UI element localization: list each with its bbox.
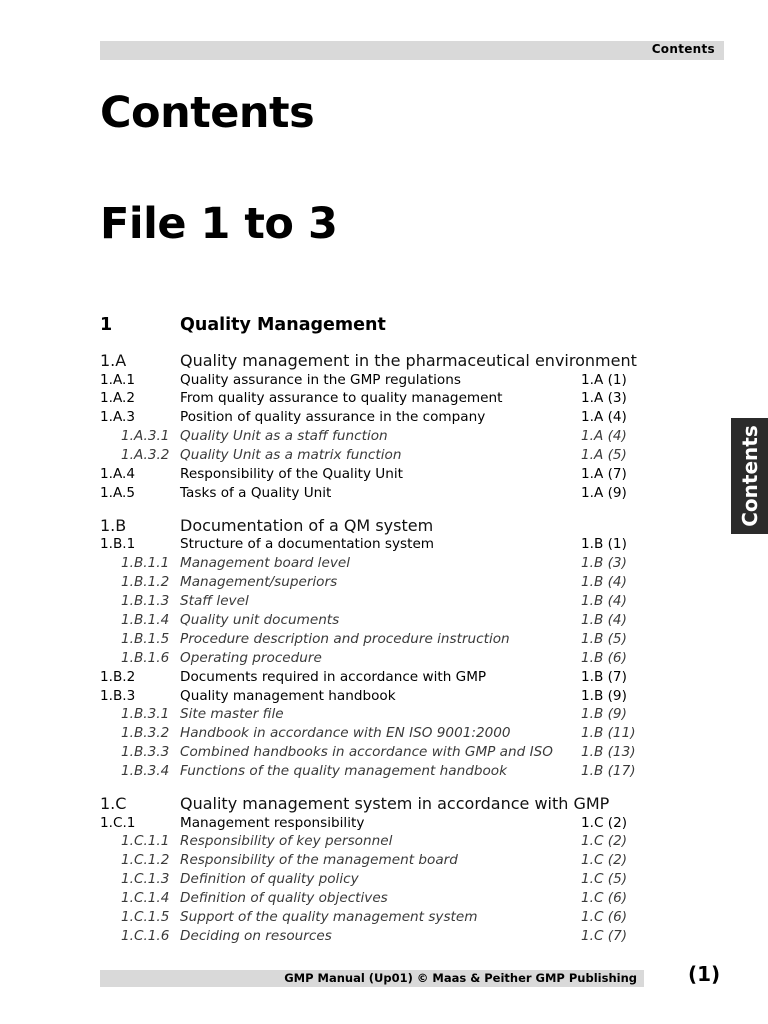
- toc-row: [100, 650, 660, 669]
- toc-row: [100, 612, 660, 631]
- toc-page: 1.B (9): [581, 687, 627, 704]
- toc-page: 1.C (7): [581, 927, 628, 944]
- toc-num: 1.B.1.4: [121, 611, 170, 628]
- toc-num: 1.A.2: [100, 390, 135, 407]
- toc-row: [100, 372, 660, 391]
- toc-num: 1.C.1.6: [121, 927, 170, 944]
- toc-page: 1.B (6): [581, 649, 627, 666]
- toc-row: [100, 928, 660, 947]
- toc-title: Responsibility of the management board: [180, 852, 458, 869]
- toc-title: Position of quality assurance in the company: [180, 409, 486, 426]
- toc-num: 1.A.1: [100, 371, 135, 388]
- toc-num: 1.B: [100, 515, 127, 535]
- toc-num: 1.A.3.1: [121, 428, 170, 445]
- toc-page: 1.B (4): [581, 574, 627, 591]
- toc-title: Quality Unit as a matrix function: [180, 447, 402, 464]
- toc-num: 1.A.3: [100, 409, 135, 426]
- toc-num: 1.B.1.1: [121, 555, 170, 572]
- toc-title: Support of the quality management system: [180, 909, 478, 925]
- footer-text: GMP Manual (Up01) © Maas & Peither GMP Publishing: [284, 971, 637, 985]
- side-tab-label: Contents: [737, 425, 762, 527]
- toc-page: 1.C (2): [581, 852, 628, 869]
- toc-row: [100, 631, 660, 650]
- toc-row: [100, 744, 660, 763]
- toc-title: Tasks of a Quality Unit: [180, 484, 332, 501]
- toc-num: 1.B.1: [100, 536, 136, 553]
- header-bar: [100, 41, 724, 60]
- toc-row: [100, 890, 660, 909]
- side-tab-contents[interactable]: [731, 418, 768, 534]
- toc-page: 1.C (5): [581, 871, 628, 888]
- chapter-number: 1: [100, 315, 113, 335]
- toc-row: [100, 669, 660, 688]
- toc-page: 1.A (4): [581, 409, 627, 426]
- toc-title: Quality unit documents: [180, 611, 340, 628]
- toc-section-row: [100, 516, 660, 538]
- toc-page: 1.B (7): [581, 668, 627, 685]
- toc-num: 1.B.3: [100, 687, 136, 704]
- toc-num: 1.C.1: [100, 814, 136, 831]
- toc-row: [100, 593, 660, 612]
- toc-page: 1.A (5): [581, 447, 627, 464]
- toc-title: Staff level: [180, 593, 249, 609]
- toc-row: [100, 574, 660, 593]
- toc-page: 1.A (1): [581, 371, 627, 388]
- toc-num: 1.C: [100, 794, 127, 813]
- toc-page: 1.A (7): [581, 466, 627, 482]
- toc-num: 1.A: [100, 351, 127, 370]
- toc-title: Responsibility of key personnel: [180, 833, 393, 850]
- toc-num: 1.C.1.4: [121, 890, 170, 907]
- toc-page: 1.C (6): [581, 909, 628, 925]
- toc-row: [100, 763, 660, 782]
- toc-page: 1.B (9): [581, 706, 627, 723]
- toc-page: 1.B (17): [581, 763, 636, 780]
- toc-title: Responsibility of the Quality Unit: [180, 466, 403, 482]
- toc-row: [100, 852, 660, 871]
- toc-title: Management responsibility: [180, 814, 365, 831]
- toc-title: Quality management system in accordance with GMP: [180, 794, 610, 813]
- toc-num: 1.B.3.1: [121, 706, 170, 723]
- toc-title: Management/superiors: [180, 574, 338, 591]
- toc-title: Quality management handbook: [180, 687, 396, 704]
- toc-num: 1.C.1.2: [121, 852, 170, 869]
- toc-title: Documents required in accordance with GMP: [180, 668, 487, 685]
- toc-section-row: [100, 351, 660, 373]
- toc-num: 1.B.1.2: [121, 574, 170, 591]
- toc-title: Structure of a documentation system: [180, 536, 435, 553]
- toc-title: Documentation of a QM system: [180, 515, 434, 535]
- toc-num: 1.C.1.5: [121, 909, 170, 925]
- toc-row: [100, 485, 660, 504]
- toc-num: 1.A.5: [100, 484, 135, 501]
- toc-row: [100, 909, 660, 928]
- toc-title: Quality Unit as a staff function: [180, 428, 388, 445]
- toc-title: Site master file: [180, 706, 284, 723]
- page-title: Contents: [100, 88, 315, 138]
- header-label: Contents: [651, 42, 715, 56]
- toc-page: 1.C (6): [581, 890, 628, 907]
- toc-row: [100, 409, 660, 428]
- toc-title: From quality assurance to quality management: [180, 390, 503, 407]
- toc-title: Deciding on resources: [180, 927, 332, 944]
- toc-num: 1.C.1.1: [121, 833, 170, 850]
- toc-row: [100, 390, 660, 409]
- toc-title: Operating procedure: [180, 649, 322, 666]
- toc-title: Management board level: [180, 555, 351, 572]
- toc-num: 1.B.3.4: [121, 763, 170, 780]
- toc-row: [100, 428, 660, 447]
- toc-page: 1.C (2): [581, 833, 628, 850]
- toc-page: 1.B (11): [581, 725, 636, 742]
- toc-num: 1.B.1.5: [121, 630, 170, 647]
- toc-page: 1.B (5): [581, 630, 627, 647]
- toc-page: 1.B (13): [581, 744, 636, 761]
- toc-title: Definition of quality policy: [180, 871, 359, 888]
- toc-row: [100, 833, 660, 852]
- page-subtitle: File 1 to 3: [100, 199, 338, 249]
- toc-title: Combined handbooks in accordance with GMP and ISO: [180, 744, 553, 761]
- toc-row: [100, 871, 660, 890]
- toc-title: Quality management in the pharmaceutical environment: [180, 351, 637, 370]
- toc-num: 1.C.1.3: [121, 871, 170, 888]
- toc-row: [100, 447, 660, 466]
- toc-title: Handbook in accordance with EN ISO 9001:2000: [180, 725, 511, 742]
- toc-page: 1.A (3): [581, 390, 627, 407]
- toc-num: 1.B.2: [100, 668, 136, 685]
- toc-page: 1.A (9): [581, 484, 627, 501]
- toc-num: 1.B.3.3: [121, 744, 170, 761]
- toc-row: [100, 688, 660, 707]
- toc-num: 1.A.3.2: [121, 447, 170, 464]
- toc-title: Procedure description and procedure instruction: [180, 630, 510, 647]
- toc-num: 1.A.4: [100, 466, 135, 482]
- toc-page: 1.B (3): [581, 555, 627, 572]
- toc-page: 1.B (4): [581, 593, 627, 609]
- toc-row: [100, 706, 660, 725]
- page-number: (1): [688, 962, 721, 986]
- footer-bar: [100, 970, 644, 987]
- toc-row: [100, 815, 660, 834]
- toc-row: [100, 466, 660, 485]
- chapter-title: Quality Management: [180, 315, 386, 335]
- toc-num: 1.B.1.3: [121, 593, 170, 609]
- toc-title: Definition of quality objectives: [180, 890, 388, 907]
- toc-num: 1.B.3.2: [121, 725, 170, 742]
- toc-row: [100, 725, 660, 744]
- toc-title: Functions of the quality management handbook: [180, 763, 507, 780]
- toc-row: [100, 536, 660, 555]
- chapter-heading: [100, 315, 660, 339]
- toc-row: [100, 555, 660, 574]
- toc-page: 1.A (4): [581, 428, 627, 445]
- toc-title: Quality assurance in the GMP regulations: [180, 371, 461, 388]
- toc-section-row: [100, 794, 660, 816]
- toc-page: 1.C (2): [581, 814, 628, 831]
- toc-num: 1.B.1.6: [121, 649, 170, 666]
- toc-page: 1.B (4): [581, 611, 627, 628]
- toc-page: 1.B (1): [581, 536, 627, 553]
